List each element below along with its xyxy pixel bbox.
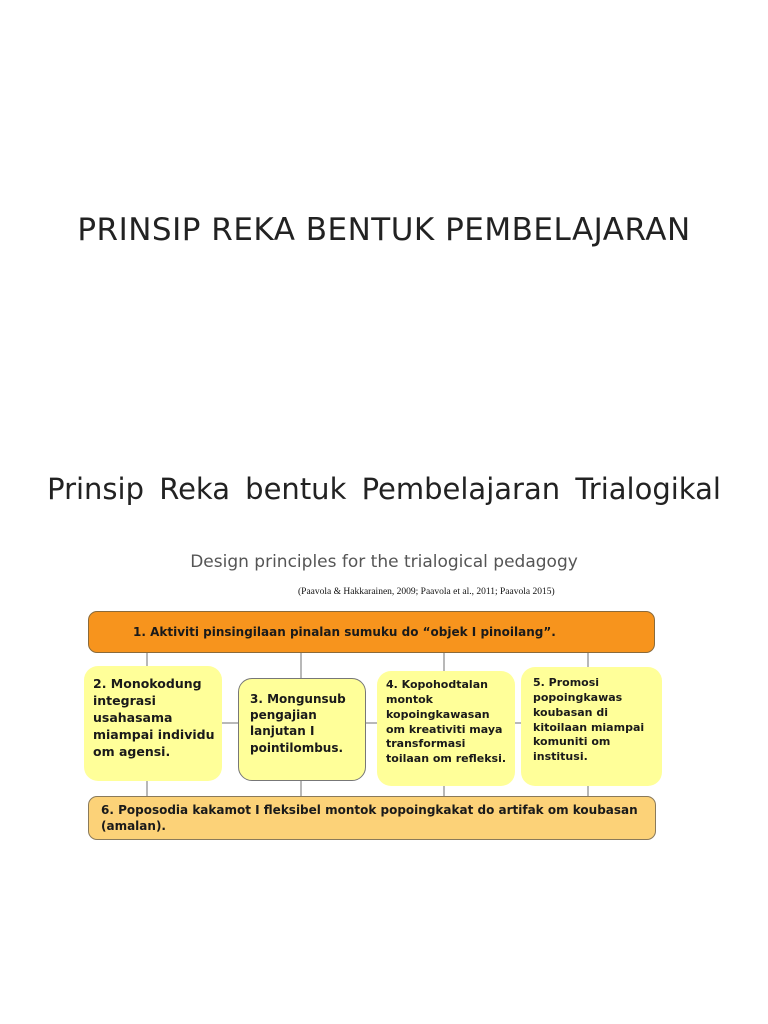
principle-box-3: 3. Mongunsub pengajian lanjutan I pointilombus. (238, 678, 366, 781)
principle-box-5: 5. Promosi popoingkawas koubasan di kitoilaan miampai komuniti om institusi. (521, 667, 662, 786)
principle-box-4: 4. Kopohodtalan montok kopoingkawasan om kreativiti maya transformasi toilaan om refleksi. (377, 671, 515, 786)
principle-box-6: 6. Poposodia kakamot I fleksibel montok popoingkakat do artifak om koubasan (amalan). (88, 796, 656, 840)
principle-box-1: 1. Aktiviti pinsingilaan pinalan sumuku do “objek I pinoilang”. (88, 611, 655, 653)
slide-title: PRINSIP REKA BENTUK PEMBELAJARAN (77, 212, 691, 248)
principle-box-2: 2. Monokodung integrasi usahasama miampai individu om agensi. (84, 666, 222, 781)
slide-subtitle: Prinsip Reka bentuk Pembelajaran Trialogikal (47, 472, 721, 506)
diagram-citation: (Paavola & Hakkarainen, 2009; Paavola et al., 2011; Paavola 2015) (298, 587, 555, 597)
diagram-heading: Design principles for the trialogical pedagogy (190, 552, 578, 572)
